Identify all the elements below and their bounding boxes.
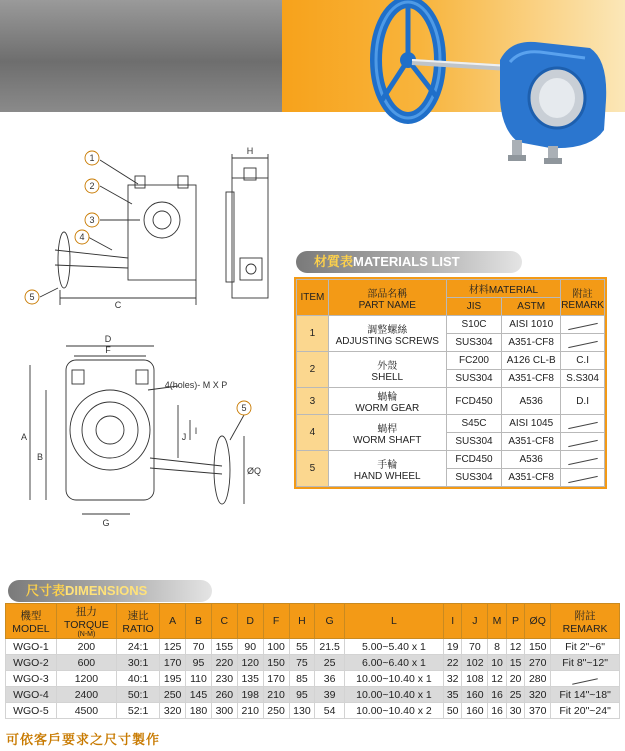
material-jis: SUS304 (446, 433, 501, 451)
dim-holes: 4(holes)- M X P (164, 380, 228, 390)
dim-header: 速比 RATIO (116, 604, 159, 639)
dim-cell: 1200 (56, 671, 116, 687)
material-part-name: 調整螺絲 ADJUSTING SCREWS (328, 316, 446, 352)
dim-cell: 40:1 (116, 671, 159, 687)
slash-mark (568, 458, 598, 465)
dim-cell: 100 (263, 639, 289, 655)
material-remark (561, 334, 605, 352)
dim-cell: 16 (488, 703, 507, 719)
dim-cell: 10.00~10.40 x 2 (344, 703, 443, 719)
dim-cell: 195 (160, 671, 186, 687)
material-item: 5 (297, 451, 329, 487)
material-astm: A536 (502, 388, 561, 415)
material-part-name: 蝸輪 WORM GEAR (328, 388, 446, 415)
dim-header: G (315, 604, 345, 639)
slash-mark (568, 476, 598, 483)
dimensions-heading (8, 580, 212, 602)
dimension-drawing (0, 140, 300, 550)
materials-heading-en: MATERIALS LIST (353, 254, 460, 269)
dim-cell: 4500 (56, 703, 116, 719)
dim-header: H (289, 604, 315, 639)
material-row (297, 415, 605, 433)
dim-cell: 155 (211, 639, 237, 655)
gear-operator-photo (360, 0, 625, 170)
dim-cell: 280 (525, 671, 551, 687)
material-item: 3 (297, 388, 329, 415)
mat-header-material: 材料MATERIAL (446, 280, 560, 298)
material-row (297, 316, 605, 334)
dim-cell: 102 (462, 655, 488, 671)
material-item: 1 (297, 316, 329, 352)
dim-cell: 30 (506, 703, 525, 719)
callout-5: 5 (29, 292, 35, 302)
dim-cell: 125 (160, 639, 186, 655)
material-part-name: 蝸桿 WORM SHAFT (328, 415, 446, 451)
mat-header-part: 部品名稱 PART NAME (328, 280, 446, 316)
material-astm: A536 (502, 451, 561, 469)
dim-g: G (102, 518, 110, 528)
dim-header: C (211, 604, 237, 639)
dim-cell: 12 (488, 671, 507, 687)
dim-i: I (194, 426, 198, 436)
dim-cell: WGO-5 (6, 703, 57, 719)
dim-cell: 36 (315, 671, 345, 687)
slash-mark (572, 678, 598, 684)
dim-cell: 135 (237, 671, 263, 687)
dim-cell: 370 (525, 703, 551, 719)
material-jis: SUS304 (446, 370, 501, 388)
dim-header: F (263, 604, 289, 639)
dim-cell: 24:1 (116, 639, 159, 655)
dim-cell: 95 (186, 655, 212, 671)
dim-header: 附註 REMARK (551, 604, 620, 639)
dim-header: M (488, 604, 507, 639)
dim-cell: 260 (211, 687, 237, 703)
dim-cell: 10 (488, 655, 507, 671)
material-remark (561, 469, 605, 487)
dim-cell: 110 (186, 671, 212, 687)
material-remark (561, 316, 605, 334)
dim-cell: 15 (506, 655, 525, 671)
dim-row (6, 671, 620, 687)
dim-cell: WGO-1 (6, 639, 57, 655)
dim-cell: 6.00~6.40 x 1 (344, 655, 443, 671)
material-astm: A351-CF8 (502, 334, 561, 352)
dim-cell: 200 (56, 639, 116, 655)
dim-cell: 21.5 (315, 639, 345, 655)
dim-cell: 90 (237, 639, 263, 655)
material-astm: A351-CF8 (502, 469, 561, 487)
dim-header: ØQ (525, 604, 551, 639)
dim-cell: Fit 8"~12" (551, 655, 620, 671)
dim-cell: 10.00~10.40 x 1 (344, 671, 443, 687)
dim-cell: 600 (56, 655, 116, 671)
dim-cell: 210 (263, 687, 289, 703)
dim-cell: 75 (289, 655, 315, 671)
dim-cell: 270 (525, 655, 551, 671)
slash-mark (568, 323, 598, 330)
materials-heading-zh: 材質表 (314, 254, 354, 269)
callout-3: 3 (89, 215, 95, 225)
mat-header-item: ITEM (297, 280, 329, 316)
dim-header: J (462, 604, 488, 639)
dim-cell: 5.00~5.40 x 1 (344, 639, 443, 655)
material-jis: SUS304 (446, 469, 501, 487)
dim-header: D (237, 604, 263, 639)
slash-mark (568, 341, 598, 348)
dim-row (6, 639, 620, 655)
dim-cell: Fit 14"~18" (551, 687, 620, 703)
slash-mark (568, 440, 598, 447)
callout-4: 4 (79, 232, 85, 242)
dim-cell: 198 (237, 687, 263, 703)
dim-cell: 32 (443, 671, 462, 687)
dim-header: B (186, 604, 212, 639)
dim-cell: 50 (443, 703, 462, 719)
mat-header-jis: JIS (446, 298, 501, 316)
dim-cell: Fit 20"~24" (551, 703, 620, 719)
dim-cell: 55 (289, 639, 315, 655)
material-remark (561, 451, 605, 469)
mat-header-astm: ASTM (502, 298, 561, 316)
material-astm: AISI 1045 (502, 415, 561, 433)
dim-cell: 70 (462, 639, 488, 655)
materials-table (296, 279, 605, 487)
dim-cell: 52:1 (116, 703, 159, 719)
dim-cell: 230 (211, 671, 237, 687)
callout-1: 1 (89, 153, 95, 163)
dim-cell: 150 (263, 655, 289, 671)
dim-cell: 35 (443, 687, 462, 703)
material-remark (561, 433, 605, 451)
dim-cell: 120 (237, 655, 263, 671)
dim-header: P (506, 604, 525, 639)
dim-cell: 85 (289, 671, 315, 687)
materials-heading (296, 251, 522, 273)
material-item: 2 (297, 352, 329, 388)
callout-2: 2 (89, 181, 95, 191)
dim-cell: 170 (160, 655, 186, 671)
material-part-name: 手輪 HAND WHEEL (328, 451, 446, 487)
dim-cell: 8 (488, 639, 507, 655)
dim-header: 扭力 TORQUE (N-M) (56, 604, 116, 639)
dim-j: J (181, 432, 187, 442)
dim-cell: 2400 (56, 687, 116, 703)
dim-cell: 145 (186, 687, 212, 703)
material-part-name: 外殼 SHELL (328, 352, 446, 388)
dim-cell: 16 (488, 687, 507, 703)
dim-header: I (443, 604, 462, 639)
dim-cell: 130 (289, 703, 315, 719)
material-jis: S45C (446, 415, 501, 433)
dim-cell: WGO-2 (6, 655, 57, 671)
dim-cell: 220 (211, 655, 237, 671)
dim-cell: 150 (525, 639, 551, 655)
banner-grey (0, 0, 282, 112)
material-row (297, 352, 605, 370)
dim-cell: WGO-4 (6, 687, 57, 703)
dimensions-heading-zh: 尺寸表 (26, 583, 66, 598)
dim-h: H (246, 146, 254, 156)
material-jis: FCD450 (446, 388, 501, 415)
dim-f: F (105, 345, 111, 355)
dim-cell (551, 671, 620, 687)
dim-cell: Fit 2"~6" (551, 639, 620, 655)
dim-cell: 300 (211, 703, 237, 719)
dim-a: A (20, 432, 28, 442)
dim-cell: 39 (315, 687, 345, 703)
footer-note: 可依客戶要求之尺寸製作 (6, 732, 161, 747)
dim-row (6, 655, 620, 671)
dimensions-table (5, 603, 620, 719)
dim-cell: 20 (506, 671, 525, 687)
dimensions-heading-en: DIMENSIONS (65, 583, 148, 598)
dim-cell: WGO-3 (6, 671, 57, 687)
dim-d: D (104, 334, 112, 344)
dim-row (6, 687, 620, 703)
dim-header: 機型 MODEL (6, 604, 57, 639)
dim-cell: 10.00~10.40 x 1 (344, 687, 443, 703)
dim-cell: 108 (462, 671, 488, 687)
dim-cell: 320 (160, 703, 186, 719)
dim-cell: 320 (525, 687, 551, 703)
material-jis: SUS304 (446, 334, 501, 352)
material-remark (561, 415, 605, 433)
mat-header-remark: 附註 REMARK (561, 280, 605, 316)
dim-cell: 160 (462, 703, 488, 719)
dim-cell: 25 (315, 655, 345, 671)
slash-mark (568, 422, 598, 429)
dim-cell: 19 (443, 639, 462, 655)
dim-cell: 170 (263, 671, 289, 687)
dim-cell: 70 (186, 639, 212, 655)
material-item: 4 (297, 415, 329, 451)
dim-cell: 22 (443, 655, 462, 671)
dim-cell: 54 (315, 703, 345, 719)
callout-5b: 5 (241, 403, 247, 413)
material-row (297, 451, 605, 469)
dim-c: C (114, 300, 122, 310)
dim-b: B (36, 452, 44, 462)
dim-cell: 95 (289, 687, 315, 703)
dim-q: ØQ (246, 466, 262, 476)
dim-cell: 210 (237, 703, 263, 719)
dim-cell: 12 (506, 639, 525, 655)
dim-row (6, 703, 620, 719)
dim-cell: 180 (186, 703, 212, 719)
dim-cell: 30:1 (116, 655, 159, 671)
material-row (297, 388, 605, 415)
material-jis: S10C (446, 316, 501, 334)
material-remark: S.S304 (561, 370, 605, 388)
dim-header: A (160, 604, 186, 639)
material-astm: AISI 1010 (502, 316, 561, 334)
material-jis: FC200 (446, 352, 501, 370)
material-jis: FCD450 (446, 451, 501, 469)
dim-header: L (344, 604, 443, 639)
material-astm: A351-CF8 (502, 433, 561, 451)
dim-cell: 250 (160, 687, 186, 703)
material-astm: A351-CF8 (502, 370, 561, 388)
dim-cell: 160 (462, 687, 488, 703)
dim-cell: 50:1 (116, 687, 159, 703)
material-remark: C.I (561, 352, 605, 370)
material-remark: D.I (561, 388, 605, 415)
material-astm: A126 CL-B (502, 352, 561, 370)
dim-cell: 25 (506, 687, 525, 703)
dim-cell: 250 (263, 703, 289, 719)
